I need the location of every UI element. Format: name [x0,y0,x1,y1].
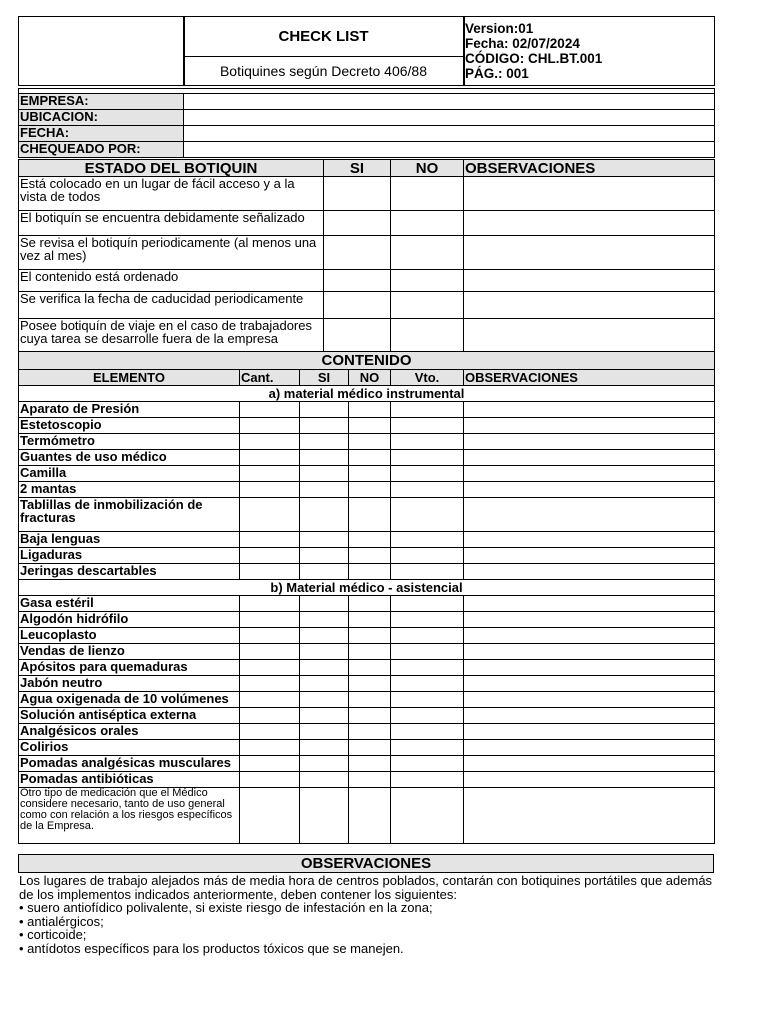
si-cell[interactable] [300,498,349,532]
no-cell[interactable] [349,628,391,644]
vto-cell[interactable] [391,402,464,418]
vto-cell[interactable] [391,450,464,466]
observaciones-cell[interactable] [464,612,715,628]
elemento-label: Apósitos para quemaduras [19,660,240,676]
table-row [19,418,715,434]
si-cell[interactable] [300,434,349,450]
no-cell[interactable] [349,692,391,708]
estado-row [19,270,715,292]
vto-cell[interactable] [391,532,464,548]
section-header: b) Material médico - asistencial [19,580,715,596]
observaciones-cell[interactable] [464,772,715,788]
si-cell[interactable] [300,564,349,580]
si-cell[interactable] [300,418,349,434]
observaciones-cell[interactable] [464,450,715,466]
no-header: NO [349,370,391,386]
si-cell[interactable] [300,708,349,724]
si-cell[interactable] [300,466,349,482]
no-cell[interactable] [349,532,391,548]
vto-cell[interactable] [391,482,464,498]
cant-cell[interactable] [240,548,300,564]
vto-cell[interactable] [391,644,464,660]
si-cell[interactable] [300,788,349,844]
cant-cell[interactable] [240,788,300,844]
no-cell[interactable] [391,177,464,211]
observaciones-cell[interactable] [464,788,715,844]
observaciones-cell[interactable] [464,548,715,564]
chequeado-label: CHEQUEADO POR: [19,142,184,158]
estado-row [19,292,715,319]
vto-cell[interactable] [391,740,464,756]
si-cell[interactable] [324,319,391,353]
no-cell[interactable] [349,450,391,466]
no-cell[interactable] [349,708,391,724]
elemento-label: Agua oxigenada de 10 volúmenes [19,692,240,708]
estado-header: ESTADO DEL BOTIQUIN [19,160,324,177]
si-cell[interactable] [300,596,349,612]
si-header: SI [300,370,349,386]
vto-cell[interactable] [391,724,464,740]
observaciones-cell[interactable] [464,628,715,644]
si-header: SI [324,160,391,177]
version-label: Version:01 [465,21,534,36]
elemento-label: Camilla [19,466,240,482]
estado-row [19,236,715,270]
table-row [19,676,715,692]
si-cell[interactable] [300,450,349,466]
elemento-label: Pomadas antibióticas [19,772,240,788]
observaciones-line: • suero antiofídico polivalente, si existe riesgo de infestación en la zona; [19,900,433,915]
no-cell[interactable] [349,418,391,434]
no-cell[interactable] [349,498,391,532]
table-row [19,466,715,482]
observaciones-cell[interactable] [464,177,715,211]
table-row [19,788,715,844]
elemento-label: Ligaduras [19,548,240,564]
no-cell[interactable] [349,644,391,660]
table-row [19,434,715,450]
si-cell[interactable] [324,270,391,292]
cant-cell[interactable] [240,418,300,434]
elemento-label: Jeringas descartables [19,564,240,580]
si-cell[interactable] [300,756,349,772]
cant-cell[interactable] [240,756,300,772]
cant-cell[interactable] [240,740,300,756]
elemento-label: Termómetro [19,434,240,450]
table-row [19,708,715,724]
observaciones-header: OBSERVACIONES [464,370,715,386]
table-row [19,450,715,466]
vto-cell[interactable] [391,466,464,482]
no-cell[interactable] [349,548,391,564]
ubicacion-field[interactable] [184,110,715,126]
si-cell[interactable] [324,177,391,211]
vto-cell[interactable] [391,660,464,676]
vto-cell[interactable] [391,548,464,564]
cant-cell[interactable] [240,612,300,628]
elemento-label: Baja lenguas [19,532,240,548]
no-cell[interactable] [349,660,391,676]
elemento-label: Tablillas de inmobilización de fracturas [19,498,240,532]
estado-item-label: Está colocado en un lugar de fácil acceso y a la vista de todos [19,177,324,211]
table-row [19,692,715,708]
page-title: CHECK LIST [278,28,369,45]
table-row [19,482,715,498]
vto-cell[interactable] [391,498,464,532]
cant-cell[interactable] [240,708,300,724]
vto-cell[interactable] [391,628,464,644]
observaciones-cell[interactable] [464,644,715,660]
observaciones-line: • corticoide; [19,927,87,942]
no-cell[interactable] [349,724,391,740]
no-cell[interactable] [349,434,391,450]
fecha-label: FECHA: [19,126,184,142]
si-cell[interactable] [300,692,349,708]
cant-cell[interactable] [240,628,300,644]
cant-cell[interactable] [240,676,300,692]
page-number-label: PÁG.: 001 [465,66,529,81]
no-cell[interactable] [349,788,391,844]
company-info-table [18,88,715,158]
elemento-header: ELEMENTO [19,370,240,386]
observaciones-title: OBSERVACIONES [19,855,714,873]
si-cell[interactable] [300,644,349,660]
vto-cell[interactable] [391,692,464,708]
vto-cell[interactable] [391,434,464,450]
observaciones-cell[interactable] [464,418,715,434]
si-cell[interactable] [300,628,349,644]
elemento-label: Algodón hidrófilo [19,612,240,628]
si-cell[interactable] [300,660,349,676]
si-cell[interactable] [300,740,349,756]
no-cell[interactable] [349,612,391,628]
si-cell[interactable] [300,532,349,548]
no-cell[interactable] [391,236,464,270]
ubicacion-label: UBICACION: [19,110,184,126]
observaciones-cell[interactable] [464,532,715,548]
observaciones-cell[interactable] [464,466,715,482]
table-row [19,660,715,676]
estado-item-label: Se revisa el botiquín periodicamente (al menos una vez al mes) [19,236,324,270]
vto-header: Vto. [391,370,464,386]
elemento-label: Aparato de Presión [19,402,240,418]
si-cell[interactable] [300,402,349,418]
cant-cell[interactable] [240,466,300,482]
empresa-field[interactable] [184,94,715,110]
no-cell[interactable] [391,292,464,319]
cant-cell[interactable] [240,482,300,498]
si-cell[interactable] [300,676,349,692]
contenido-title: CONTENIDO [19,352,715,370]
cant-cell[interactable] [240,724,300,740]
observaciones-cell[interactable] [464,564,715,580]
cant-cell[interactable] [240,660,300,676]
table-row [19,740,715,756]
vto-cell[interactable] [391,788,464,844]
observaciones-cell[interactable] [464,724,715,740]
observaciones-section [18,854,714,873]
elemento-label: 2 mantas [19,482,240,498]
cant-cell[interactable] [240,596,300,612]
table-row [19,402,715,418]
header-divider [183,56,464,57]
elemento-label: Analgésicos orales [19,724,240,740]
observaciones-line: Los lugares de trabajo alejados más de media hora de centros poblados, contarán con botiquines portátiles que además [19,873,713,888]
estado-item-label: El botiquín se encuentra debidamente señalizado [19,211,324,236]
observaciones-cell[interactable] [464,319,715,353]
table-row [19,564,715,580]
table-row [19,596,715,612]
no-cell[interactable] [349,466,391,482]
estado-item-label: Posee botiquín de viaje en el caso de trabajadores cuya tarea se desarrolle fuera de la empresa [19,319,324,353]
observaciones-cell[interactable] [464,236,715,270]
observaciones-cell[interactable] [464,676,715,692]
section-header: a) material médico instrumental [19,386,715,402]
empresa-label: EMPRESA: [19,94,184,110]
observaciones-line: • antídotos específicos para los productos tóxicos que se manejen. [19,940,404,956]
observaciones-cell[interactable] [464,270,715,292]
table-row [19,772,715,788]
observaciones-cell[interactable] [464,402,715,418]
cant-cell[interactable] [240,532,300,548]
si-cell[interactable] [324,292,391,319]
table-row [19,628,715,644]
elemento-label: Leucoplasto [19,628,240,644]
no-cell[interactable] [349,564,391,580]
no-cell[interactable] [349,596,391,612]
vto-cell[interactable] [391,676,464,692]
si-cell[interactable] [300,772,349,788]
no-cell[interactable] [391,270,464,292]
estado-row [19,177,715,211]
observaciones-cell[interactable] [464,434,715,450]
elemento-label: Otro tipo de medicación que el Médico considere necesario, tanto de uso general como con relación a los riesgos específicos de la Empresa. [19,788,240,844]
table-row [19,532,715,548]
elemento-label: Pomadas analgésicas musculares [19,756,240,772]
si-cell[interactable] [324,211,391,236]
vto-cell[interactable] [391,418,464,434]
table-row [19,644,715,660]
observaciones-cell[interactable] [464,211,715,236]
vto-cell[interactable] [391,564,464,580]
no-cell[interactable] [349,676,391,692]
fecha-field[interactable] [184,126,715,142]
chequeado-field[interactable] [184,142,715,158]
elemento-label: Vendas de lienzo [19,644,240,660]
table-row [19,724,715,740]
page-subtitle: Botiquines según Decreto 406/88 [219,63,428,79]
vto-cell[interactable] [391,708,464,724]
observaciones-header: OBSERVACIONES [464,160,715,177]
date-label: Fecha: 02/07/2024 [465,36,580,51]
estado-item-label: Se verifica la fecha de caducidad periodicamente [19,292,324,319]
cant-cell[interactable] [240,450,300,466]
observaciones-cell[interactable] [464,660,715,676]
cant-cell[interactable] [240,692,300,708]
no-cell[interactable] [349,740,391,756]
si-cell[interactable] [300,548,349,564]
si-cell[interactable] [300,482,349,498]
observaciones-cell[interactable] [464,596,715,612]
cant-cell[interactable] [240,644,300,660]
observaciones-line: • antialérgicos; [19,913,104,929]
cant-cell[interactable] [240,434,300,450]
si-cell[interactable] [324,236,391,270]
vto-cell[interactable] [391,596,464,612]
table-row [19,498,715,532]
no-header: NO [391,160,464,177]
elemento-label: Solución antiséptica externa [19,708,240,724]
estado-row [19,319,715,353]
cant-cell[interactable] [240,402,300,418]
no-cell[interactable] [391,319,464,353]
observaciones-cell[interactable] [464,708,715,724]
cant-cell[interactable] [240,498,300,532]
observaciones-cell[interactable] [464,498,715,532]
no-cell[interactable] [349,402,391,418]
no-cell[interactable] [349,482,391,498]
observaciones-cell[interactable] [464,482,715,498]
no-cell[interactable] [391,211,464,236]
vto-cell[interactable] [391,756,464,772]
elemento-label: Gasa estéril [19,596,240,612]
estado-row [19,211,715,236]
no-cell[interactable] [349,772,391,788]
observaciones-cell[interactable] [464,692,715,708]
si-cell[interactable] [300,612,349,628]
document-meta [465,21,602,81]
observaciones-cell[interactable] [464,292,715,319]
vto-cell[interactable] [391,612,464,628]
elemento-label: Estetoscopio [19,418,240,434]
contenido-table [18,351,715,844]
observaciones-line: de los implementos indicados anteriormente, deben contener los siguientes: [19,886,457,902]
no-cell[interactable] [349,756,391,772]
si-cell[interactable] [300,724,349,740]
vto-cell[interactable] [391,772,464,788]
estado-table [18,159,715,353]
code-label: CÓDIGO: CHL.BT.001 [465,51,603,66]
cant-header: Cant. [240,370,300,386]
table-row [19,756,715,772]
observaciones-cell[interactable] [464,740,715,756]
estado-item-label: El contenido está ordenado [19,270,324,292]
cant-cell[interactable] [240,772,300,788]
observaciones-cell[interactable] [464,756,715,772]
elemento-label: Guantes de uso médico [19,450,240,466]
table-row [19,548,715,564]
table-row [19,612,715,628]
elemento-label: Jabón neutro [19,676,240,692]
elemento-label: Colirios [19,740,240,756]
cant-cell[interactable] [240,564,300,580]
observaciones-text [19,874,719,955]
